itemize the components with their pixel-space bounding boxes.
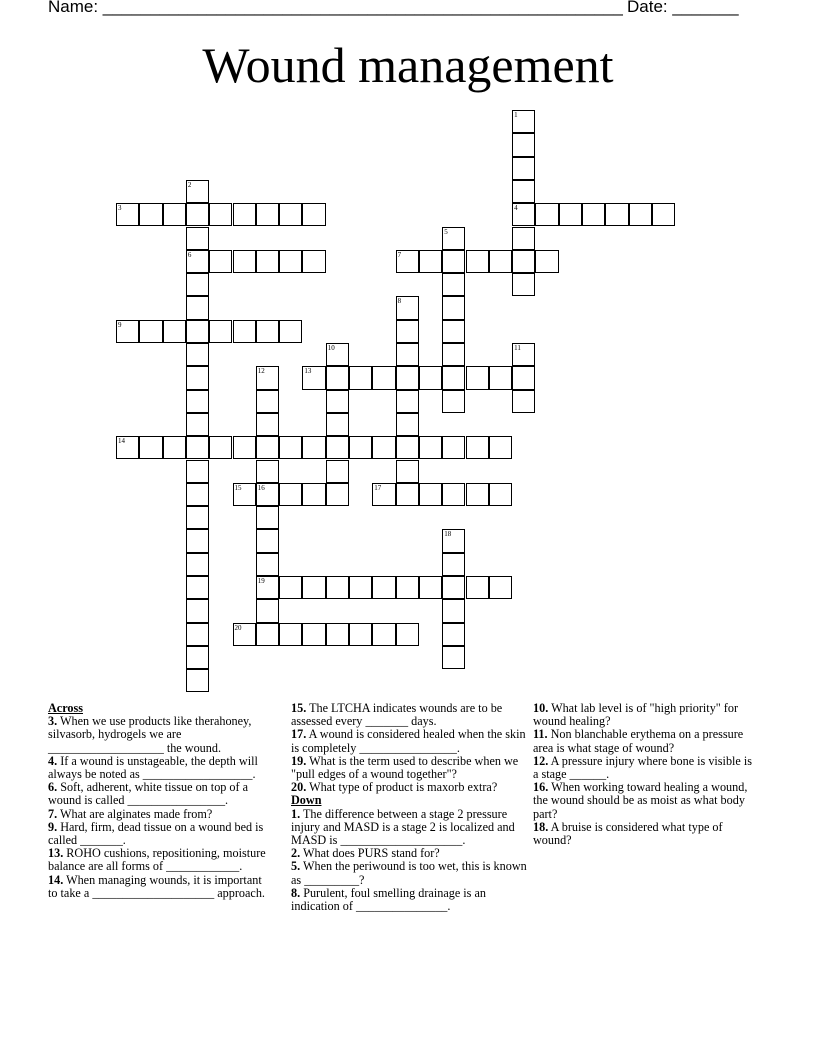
crossword-cell[interactable] <box>186 250 209 273</box>
crossword-cell[interactable] <box>442 529 465 552</box>
crossword-cell[interactable] <box>256 576 279 599</box>
crossword-cell[interactable] <box>163 320 186 343</box>
clue-across-19: 19. What is the term used to describe when we "pull edges of a wound together"? <box>291 753 519 782</box>
crossword-cell[interactable] <box>326 390 349 413</box>
clue-across-17: 17. A wound is considered healed when the skin is completely ________________. <box>291 727 526 755</box>
crossword-cell[interactable] <box>396 576 419 599</box>
crossword-cell[interactable] <box>396 413 419 436</box>
crossword-cell[interactable] <box>186 553 209 576</box>
clue-across-7: 7. What are alginates made from? <box>48 806 213 821</box>
clue-number: 17 <box>374 483 382 492</box>
crossword-cell[interactable] <box>279 623 302 646</box>
crossword-cell[interactable] <box>233 203 256 226</box>
crossword-cell[interactable] <box>442 227 465 250</box>
crossword-cell[interactable] <box>489 576 512 599</box>
clue-down-2: 2. What does PURS stand for? <box>291 846 440 861</box>
crossword-cell[interactable] <box>326 623 349 646</box>
clue-across-15: 15. The LTCHA indicates wounds are to be assessed every _______ days. <box>291 701 503 729</box>
crossword-cell[interactable] <box>186 576 209 599</box>
crossword-cell[interactable] <box>512 180 535 203</box>
crossword-cell[interactable] <box>186 529 209 552</box>
clue-down-8: 8. Purulent, foul smelling drainage is an indication of _______________. <box>291 885 486 914</box>
clue-number: 18 <box>444 530 452 539</box>
crossword-cell[interactable] <box>256 366 279 389</box>
crossword-cell[interactable] <box>186 599 209 622</box>
clue-number: 9 <box>118 320 122 329</box>
clues-column-1 <box>48 702 268 900</box>
crossword-cell[interactable] <box>419 436 442 459</box>
crossword-cell[interactable] <box>116 436 139 459</box>
crossword-cell[interactable] <box>139 203 162 226</box>
crossword-cell[interactable] <box>489 483 512 506</box>
crossword-cell[interactable] <box>256 203 279 226</box>
crossword-cell[interactable] <box>396 390 419 413</box>
crossword-cell[interactable] <box>349 576 372 599</box>
crossword-cell[interactable] <box>419 366 442 389</box>
crossword-cell[interactable] <box>186 460 209 483</box>
crossword-cell[interactable] <box>256 529 279 552</box>
crossword-cell[interactable] <box>442 366 465 389</box>
clue-across-4: 4. If a wound is unstageable, the depth will always be noted as __________________. <box>48 753 258 782</box>
crossword-cell[interactable] <box>512 273 535 296</box>
crossword-cell[interactable] <box>233 320 256 343</box>
crossword-cell[interactable] <box>186 669 209 692</box>
clue-number: 10 <box>327 344 335 352</box>
crossword-cell[interactable] <box>512 227 535 250</box>
page-title: Wound management <box>202 37 614 93</box>
crossword-cell[interactable] <box>489 366 512 389</box>
crossword-cell[interactable] <box>442 250 465 273</box>
crossword-cell[interactable] <box>256 460 279 483</box>
crossword-cell[interactable] <box>279 483 302 506</box>
crossword-cell[interactable] <box>186 343 209 366</box>
crossword-cell[interactable] <box>186 227 209 250</box>
crossword-cell[interactable] <box>326 460 349 483</box>
crossword-cell[interactable] <box>372 483 395 506</box>
crossword-cell[interactable] <box>349 436 372 459</box>
date-field[interactable]: Date: _______ <box>627 0 739 16</box>
crossword-cell[interactable] <box>279 250 302 273</box>
crossword-cell[interactable] <box>512 390 535 413</box>
crossword-cell[interactable] <box>186 436 209 459</box>
crossword-cell[interactable] <box>256 250 279 273</box>
crossword-cell[interactable] <box>372 623 395 646</box>
crossword-cell[interactable] <box>139 320 162 343</box>
clue-number: 5 <box>444 227 448 236</box>
crossword-cell[interactable] <box>489 436 512 459</box>
clues-column-2 <box>291 702 527 913</box>
clue-number: 6 <box>187 250 192 259</box>
crossword-cell[interactable] <box>466 483 489 506</box>
crossword-cell[interactable] <box>442 483 465 506</box>
crossword-cell[interactable] <box>442 553 465 576</box>
crossword-cell[interactable] <box>256 320 279 343</box>
crossword-cell[interactable] <box>582 203 605 226</box>
clue-across-6: 6. Soft, adherent, white tissue on top of a wound is called ________________. <box>48 780 249 808</box>
crossword-cell[interactable] <box>372 436 395 459</box>
crossword-cell[interactable] <box>535 203 558 226</box>
clue-number: 19 <box>257 577 265 585</box>
crossword-cell[interactable] <box>256 413 279 436</box>
crossword-cell[interactable] <box>442 576 465 599</box>
clue-number: 13 <box>304 367 312 376</box>
clue-down-11: 11. Non blanchable erythema on a pressure area is what stage of wound? <box>533 727 744 755</box>
crossword-cell[interactable] <box>326 576 349 599</box>
across-heading: Across <box>48 701 83 715</box>
crossword-cell[interactable] <box>233 623 256 646</box>
crossword-cell[interactable] <box>512 110 535 133</box>
crossword-cell[interactable] <box>442 623 465 646</box>
crossword-cell[interactable] <box>233 436 256 459</box>
crossword-cell[interactable] <box>116 203 139 226</box>
crossword-cell[interactable] <box>372 576 395 599</box>
crossword-cell[interactable] <box>302 483 325 506</box>
crossword-cell[interactable] <box>186 273 209 296</box>
clue-down-12: 12. A pressure injury where bone is visible is a stage ______. <box>533 753 753 782</box>
crossword-cell[interactable] <box>186 483 209 506</box>
clue-across-14: 14. When managing wounds, it is important to take a ____________________ approach. <box>48 872 265 900</box>
crossword-cell[interactable] <box>419 576 442 599</box>
crossword-cell[interactable] <box>629 203 652 226</box>
crossword-cell[interactable] <box>186 413 209 436</box>
crossword-cell[interactable] <box>419 250 442 273</box>
crossword-cell[interactable] <box>116 320 139 343</box>
clue-across-9: 9. Hard, firm, dead tissue on a wound bed is called _______. <box>48 819 264 848</box>
clue-down-1: 1. The difference between a stage 2 pressure injury and MASD is a stage 2 is localized and MASD is ____________________. <box>291 806 515 848</box>
crossword-cell[interactable] <box>396 623 419 646</box>
clue-number: 8 <box>397 297 402 306</box>
clue-number: 4 <box>514 204 518 213</box>
crossword-cell[interactable] <box>186 366 209 389</box>
crossword-cell[interactable] <box>466 576 489 599</box>
crossword-cell[interactable] <box>559 203 582 226</box>
crossword-cell[interactable] <box>256 506 279 529</box>
crossword-cell[interactable] <box>442 390 465 413</box>
clue-number: 14 <box>118 437 125 446</box>
down-heading: Down <box>291 793 322 808</box>
clue-number: 20 <box>234 623 242 632</box>
crossword-cell[interactable] <box>186 623 209 646</box>
crossword-cell[interactable] <box>209 436 232 459</box>
crossword-cell[interactable] <box>396 366 419 389</box>
clue-number: 12 <box>257 367 265 376</box>
crossword-cell[interactable] <box>302 623 325 646</box>
crossword-cell[interactable] <box>396 296 419 319</box>
crossword-cell[interactable] <box>442 646 465 669</box>
clue-number: 2 <box>187 180 192 189</box>
crossword-cell[interactable] <box>442 343 465 366</box>
crossword-cell[interactable] <box>256 436 279 459</box>
crossword-cell[interactable] <box>163 203 186 226</box>
crossword-cell[interactable] <box>489 250 512 273</box>
crossword-cell[interactable] <box>233 250 256 273</box>
crossword-cell[interactable] <box>396 436 419 459</box>
crossword-cell[interactable] <box>535 250 558 273</box>
crossword-cell[interactable] <box>396 483 419 506</box>
crossword-cell[interactable] <box>512 203 535 226</box>
clue-number: 11 <box>514 344 521 352</box>
crossword-cell[interactable] <box>372 366 395 389</box>
crossword-cell[interactable] <box>209 320 232 343</box>
crossword-cell[interactable] <box>139 436 162 459</box>
crossword-cell[interactable] <box>396 320 419 343</box>
crossword-cell[interactable] <box>186 390 209 413</box>
clue-number: 15 <box>234 483 242 492</box>
crossword-cell[interactable] <box>442 273 465 296</box>
crossword-cell[interactable] <box>186 646 209 669</box>
clue-number: 3 <box>118 204 122 213</box>
crossword-cell[interactable] <box>233 483 256 506</box>
worksheet-header <box>48 0 788 19</box>
crossword-cell[interactable] <box>442 436 465 459</box>
clue-across-20: 20. What type of product is maxorb extra? <box>291 780 498 795</box>
clue-number: 16 <box>257 483 265 492</box>
crossword-cell[interactable] <box>512 366 535 389</box>
crossword-cell[interactable] <box>349 366 372 389</box>
crossword-cell[interactable] <box>256 483 279 506</box>
crossword-cell[interactable] <box>466 250 489 273</box>
clue-down-18: 18. A bruise is considered what type of wound? <box>533 819 723 848</box>
crossword-cell[interactable] <box>466 366 489 389</box>
crossword-cell[interactable] <box>186 296 209 319</box>
crossword-cell[interactable] <box>279 203 302 226</box>
crossword-cell[interactable] <box>512 343 535 366</box>
clue-number: 1 <box>514 111 518 119</box>
crossword-cell[interactable] <box>326 343 349 366</box>
clue-down-10: 10. What lab level is of "high priority" for wound healing? <box>533 701 739 729</box>
name-field[interactable]: Name: _______________________________________________________ <box>48 0 623 16</box>
crossword-cell[interactable] <box>302 366 325 389</box>
crossword-cell[interactable] <box>326 366 349 389</box>
clues-column-3 <box>533 702 757 847</box>
crossword-cell[interactable] <box>326 483 349 506</box>
crossword-cell[interactable] <box>512 133 535 156</box>
clue-across-13: 13. ROHO cushions, repositioning, moisture balance are all forms of ____________. <box>48 846 266 874</box>
crossword-cell[interactable] <box>442 320 465 343</box>
clue-number: 7 <box>397 250 402 259</box>
crossword-cell[interactable] <box>279 576 302 599</box>
crossword-cell[interactable] <box>302 576 325 599</box>
crossword-cell[interactable] <box>349 623 372 646</box>
crossword-cell[interactable] <box>442 599 465 622</box>
crossword-cell[interactable] <box>326 436 349 459</box>
crossword-cell[interactable] <box>442 296 465 319</box>
crossword-cell[interactable] <box>512 250 535 273</box>
crossword-cell[interactable] <box>279 320 302 343</box>
crossword-cell[interactable] <box>302 250 325 273</box>
crossword-cell[interactable] <box>396 460 419 483</box>
crossword-cell[interactable] <box>256 390 279 413</box>
crossword-cell[interactable] <box>186 320 209 343</box>
crossword-cell[interactable] <box>419 483 442 506</box>
clue-across-3: 3. When we use products like therahoney, silvasorb, hydrogels we are ___________________ the wound. <box>48 714 252 755</box>
crossword-cell[interactable] <box>396 343 419 366</box>
crossword-cell[interactable] <box>396 250 419 273</box>
crossword-cell[interactable] <box>209 250 232 273</box>
crossword-cell[interactable] <box>256 623 279 646</box>
crossword-cell[interactable] <box>466 436 489 459</box>
crossword-cell[interactable] <box>186 180 209 203</box>
crossword-cell[interactable] <box>256 599 279 622</box>
crossword-cell[interactable] <box>302 436 325 459</box>
crossword-cell[interactable] <box>605 203 628 226</box>
crossword-cell[interactable] <box>256 553 279 576</box>
crossword-cell[interactable] <box>512 157 535 180</box>
crossword-cell[interactable] <box>279 436 302 459</box>
clue-down-16: 16. When working toward healing a wound, the wound should be as moist as what body part? <box>533 780 748 821</box>
crossword-cell[interactable] <box>186 203 209 226</box>
crossword-cell[interactable] <box>209 203 232 226</box>
crossword-cell[interactable] <box>186 506 209 529</box>
clue-down-5: 5. When the periwound is too wet, this is known as _________? <box>291 859 527 887</box>
crossword-cell[interactable] <box>302 203 325 226</box>
crossword-cell[interactable] <box>652 203 675 226</box>
crossword-cell[interactable] <box>163 436 186 459</box>
crossword-cell[interactable] <box>326 413 349 436</box>
